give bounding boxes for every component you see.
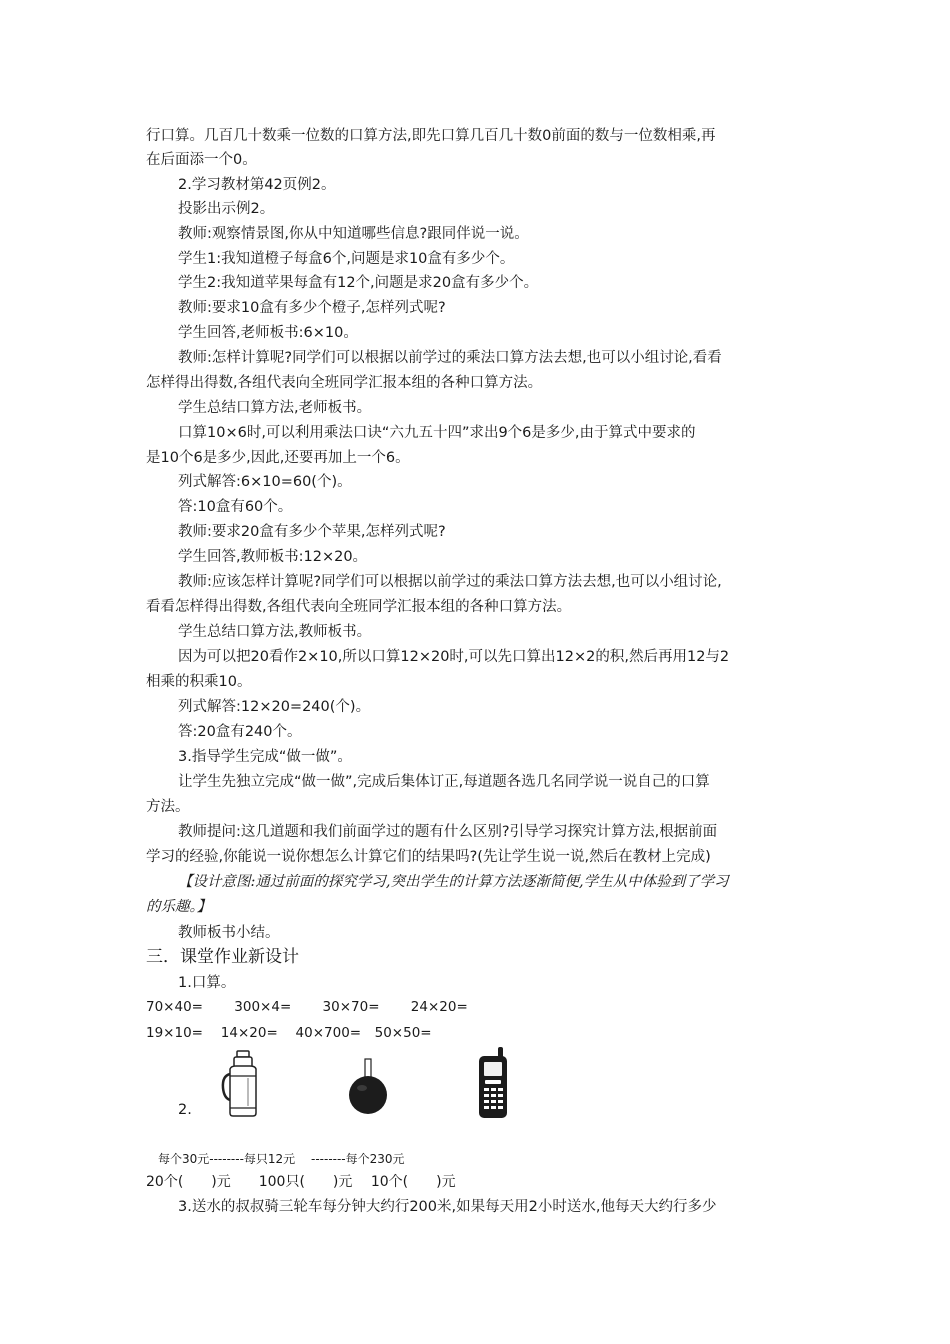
paragraph-line: 教师:观察情景图,你从中知道哪些信息?跟同伴说一说。 xyxy=(178,226,529,242)
paragraph-line: 学生回答,教师板书:12×20。 xyxy=(178,549,368,565)
paragraph-line: 教师板书小结。 xyxy=(178,925,280,941)
design-intent-note: 的乐趣。】 xyxy=(146,899,212,915)
paragraph-line: 教师提问:这几道题和我们前面学过的题有什么区别?引导学习探究计算方法,根据前面 xyxy=(178,824,718,840)
paragraph-line: 行口算。几百几十数乘一位数的口算方法,即先口算几百几十数0前面的数与一位数相乘,再 xyxy=(146,128,716,144)
paragraph-line: 学生回答,老师板书:6×10。 xyxy=(178,325,358,341)
price-line: 每个30元--------每只12元 --------每个230元 xyxy=(158,1152,405,1166)
paragraph-line: 学生1:我知道橙子每盒6个,问题是求10盒有多少个。 xyxy=(178,251,515,267)
paragraph-line: 学生总结口算方法,老师板书。 xyxy=(178,400,372,416)
paragraph-line: 教师:要求20盒有多少个苹果,怎样列式呢? xyxy=(178,524,446,540)
paragraph-line: 答:20盒有240个。 xyxy=(178,724,302,740)
paragraph-line: 相乘的积乘10。 xyxy=(146,674,252,690)
exercise-label: 1.口算。 xyxy=(178,975,236,991)
paragraph-line: 教师:怎样计算呢?同学们可以根据以前学过的乘法口算方法去想,也可以小组讨论,看看 xyxy=(178,350,722,366)
paragraph-line: 方法。 xyxy=(146,799,190,815)
thermos-icon xyxy=(220,1050,266,1118)
step-heading: 3.指导学生完成“做一做”。 xyxy=(178,749,352,765)
paragraph-line: 学生2:我知道苹果每盒有12个,问题是求20盒有多少个。 xyxy=(178,275,539,291)
design-intent-note: 【设计意图:通过前面的探究学习,突出学生的计算方法逐渐简便,学生从中体验到了学习 xyxy=(178,874,729,890)
oral-calc-row: 70×40= 300×4= 30×70= 24×20= xyxy=(146,999,468,1015)
paragraph-line: 答:10盒有60个。 xyxy=(178,499,293,515)
step-heading: 2.学习教材第42页例2。 xyxy=(178,177,336,193)
exercise-label: 3.送水的叔叔骑三轮车每分钟大约行200米,如果每天用2小时送水,他每天大约行多少 xyxy=(178,1199,717,1215)
paragraph-line: 学习的经验,你能说一说你想怎么计算它们的结果吗?(先让学生说一说,然后在教材上完成) xyxy=(146,849,711,865)
ping-pong-paddle-icon xyxy=(346,1058,390,1116)
paragraph-line: 是10个6是多少,因此,还要再加上一个6。 xyxy=(146,450,410,466)
paragraph-line: 投影出示例2。 xyxy=(178,201,275,217)
section-heading: 三．课堂作业新设计 xyxy=(146,947,299,967)
oral-calc-row: 19×10= 14×20= 40×700= 50×50= xyxy=(146,1025,432,1041)
paragraph-line: 学生总结口算方法,教师板书。 xyxy=(178,624,372,640)
paragraph-line: 怎样得出得数,各组代表向全班同学汇报本组的各种口算方法。 xyxy=(146,375,543,391)
paragraph-line: 口算10×6时,可以利用乘法口诀“六九五十四”求出9个6是多少,由于算式中要求的 xyxy=(178,425,696,441)
paragraph-line: 在后面添一个0。 xyxy=(146,152,257,168)
paragraph-line: 因为可以把20看作2×10,所以口算12×20时,可以先口算出12×2的积,然后再用12与2 xyxy=(178,649,730,665)
paragraph-line: 教师:要求10盒有多少个橙子,怎样列式呢? xyxy=(178,300,446,316)
paragraph-line: 看看怎样得出得数,各组代表向全班同学汇报本组的各种口算方法。 xyxy=(146,599,572,615)
paragraph-line: 列式解答:6×10=60(个)。 xyxy=(178,474,352,490)
answer-line: 20个( )元 100只( )元 10个( )元 xyxy=(146,1174,456,1190)
mobile-phone-icon xyxy=(476,1046,510,1120)
paragraph-line: 列式解答:12×20=240(个)。 xyxy=(178,699,371,715)
paragraph-line: 让学生先独立完成“做一做”,完成后集体订正,每道题各选几名同学说一说自己的口算 xyxy=(178,774,710,790)
paragraph-line: 教师:应该怎样计算呢?同学们可以根据以前学过的乘法口算方法去想,也可以小组讨论, xyxy=(178,574,722,590)
exercise-label: 2. xyxy=(178,1102,192,1118)
